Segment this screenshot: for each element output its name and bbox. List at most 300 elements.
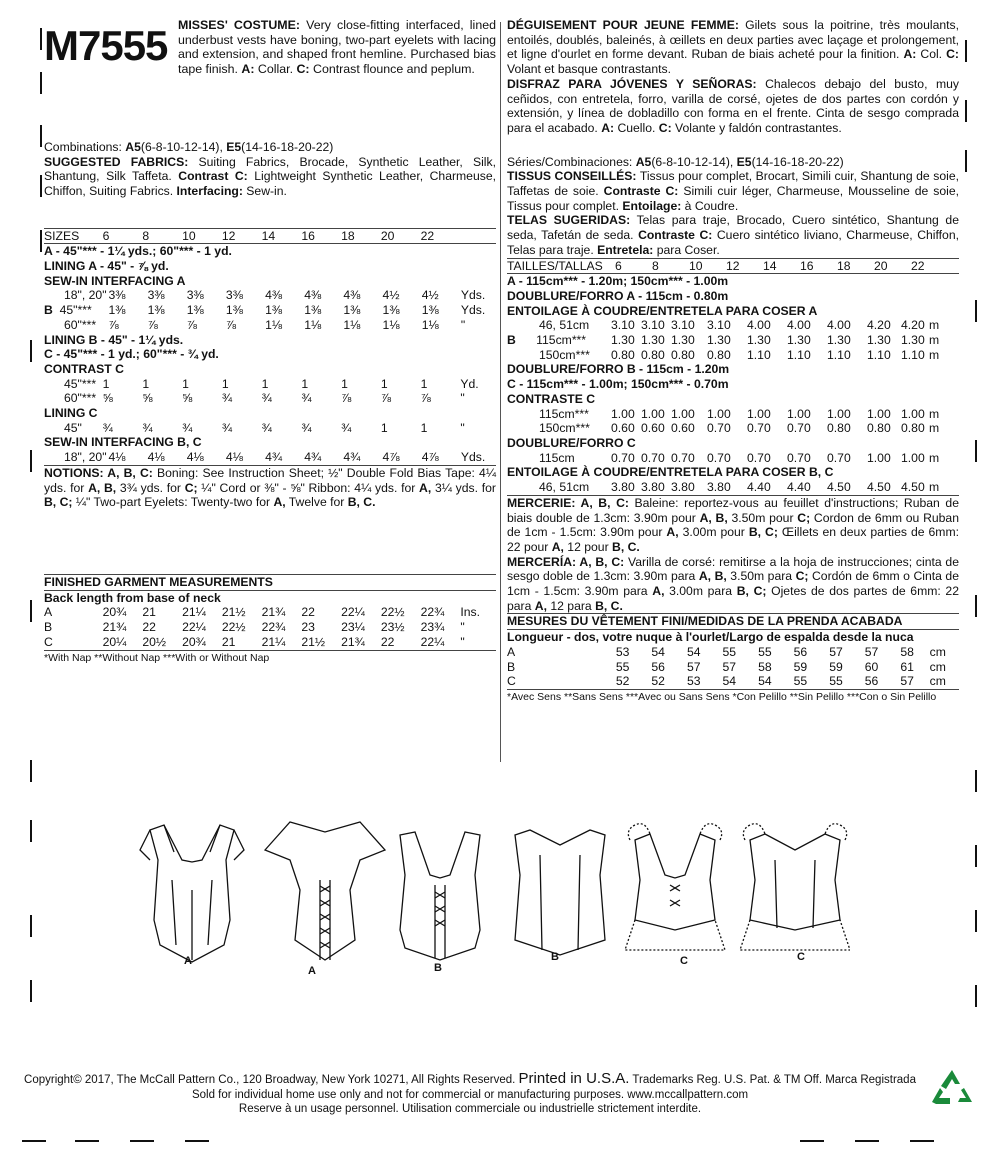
table-row (507, 348, 959, 363)
doublure-c-table (507, 451, 959, 466)
size: 18 (341, 228, 355, 243)
table-row (44, 377, 496, 392)
value-cell: 56 (651, 659, 665, 674)
value-cell: ¾ (182, 420, 193, 435)
cut-mark (965, 150, 967, 172)
notions-text: B, C; (44, 495, 73, 510)
value-cell: ⅞ (341, 391, 352, 406)
value-cell: 1 (341, 376, 348, 391)
value-cell: 3.80 (641, 480, 665, 495)
table-row (44, 318, 496, 333)
notions-text: Baleine: reportez-vous au feuillet d'instructions; Ruban de biais double de 1.3cm: 3.90m pour (507, 495, 959, 525)
table-row (507, 407, 959, 422)
notions-text: B, C. (595, 598, 623, 613)
value-cell: 4½ (382, 288, 400, 303)
value-cell: ¾ (142, 420, 153, 435)
width-cell: 60"*** (64, 317, 97, 332)
notions-text: B, C. (612, 539, 640, 554)
cut-mark (40, 28, 42, 50)
value-cell: 1⅛ (382, 317, 400, 332)
value-cell: ⅞ (380, 391, 391, 406)
view-a-back-drawing (265, 822, 385, 960)
cut-mark (40, 230, 42, 252)
value-cell: 1⅛ (304, 317, 322, 332)
combo-a: A5 (635, 154, 652, 169)
view-c-text: Contrast flounce and peplum. (309, 62, 475, 77)
value-cell: ¾ (261, 391, 272, 406)
notions-text: A, (652, 584, 665, 599)
value-cell: 53 (615, 644, 630, 659)
value-cell: ⅝ (102, 391, 113, 406)
value-cell: 22 (380, 634, 395, 649)
value-cell: 54 (686, 644, 701, 659)
value-cell: ⅝ (182, 391, 193, 406)
view-a-text: Collar. (254, 62, 297, 77)
value-cell: 21¾ (261, 605, 286, 620)
line-a: A - 115cm*** - 1.20m; 150cm*** - 1.00m (507, 274, 729, 289)
value-cell: 20½ (142, 634, 167, 649)
table-row (507, 660, 959, 675)
sizes-header-row (507, 259, 959, 274)
table-row (507, 451, 959, 466)
cut-mark (30, 980, 32, 1002)
view-c-label: C: (296, 62, 310, 77)
entoilage-bc-table (507, 480, 959, 495)
view-label-a: A (184, 955, 192, 967)
value-cell: 3.80 (611, 480, 635, 495)
value-cell: 4⅞ (421, 450, 439, 465)
title-label: DISFRAZ PARA JÓVENES Y SEÑORAS: (507, 76, 757, 91)
value-cell: 4.00 (827, 318, 851, 333)
value-cell: 1 (221, 376, 229, 391)
value-cell: 3⅜ (147, 288, 165, 303)
value-cell: 4⅜ (265, 288, 283, 303)
value-cell: 3.10 (611, 318, 635, 333)
value-cell: 1.10 (867, 347, 891, 362)
value-cell: 21¼ (261, 634, 286, 649)
table-row (44, 620, 496, 635)
size: 16 (800, 258, 814, 273)
size: 14 (763, 258, 777, 273)
cut-mark (40, 72, 42, 94)
view-a-front-drawing (140, 825, 244, 962)
value-cell: ⅞ (147, 317, 158, 332)
width-cell: 150cm*** (539, 421, 590, 436)
value-cell: ⅞ (225, 317, 237, 332)
value-cell: 1.30 (641, 333, 665, 348)
combo-e-sizes: (14-16-18-20-22) (751, 154, 844, 169)
value-cell: 52 (651, 674, 665, 689)
value-cell: 1⅜ (343, 303, 361, 318)
footer-line-3 (0, 1103, 970, 1115)
view-cell: A (44, 605, 53, 620)
value-cell: 1.30 (747, 333, 771, 348)
value-cell: 3.10 (641, 318, 665, 333)
notions-label: MERCERÍA: A, B, C: (507, 554, 625, 569)
combo-a-sizes: (6-8-10-12-14), (140, 139, 227, 154)
table-row (44, 391, 496, 406)
size: 8 (142, 228, 150, 243)
sold-notice: Sold for individual home use only and not for commercial or manufacturing purposes. www.mccallpattern.com (191, 1089, 749, 1101)
value-cell: 1⅜ (265, 303, 283, 318)
size: 12 (726, 258, 740, 273)
notions-text: A, (666, 525, 679, 540)
view-a-text: Cuello. (614, 120, 659, 135)
english-column (44, 18, 496, 665)
value-cell: 21½ (301, 634, 326, 649)
value-cell: 3.10 (671, 318, 695, 333)
value-cell: 4.00 (747, 318, 771, 333)
width-cell: 45"*** (64, 376, 97, 391)
view-b-marker: B (507, 333, 516, 348)
value-cell: 1⅜ (421, 303, 439, 318)
notions-text: A, (551, 539, 564, 554)
value-cell: 0.80 (611, 347, 635, 362)
copyright: Copyright© 2017, The McCall Pattern Co., 120 Broadway, New York 10271, All Rights Reserved. (24, 1074, 516, 1086)
value-cell: 23 (301, 620, 315, 635)
combo-e-sizes: (14-16-18-20-22) (241, 139, 334, 154)
unit-cell: Yds. (460, 450, 486, 465)
interfacing-text: Sew-in. (242, 183, 287, 198)
size: 16 (301, 228, 315, 243)
notions-text: A, B, (698, 569, 727, 584)
unit-cell: m (929, 333, 940, 348)
value-cell: 21¾ (341, 634, 365, 649)
view-label-c: C (680, 955, 688, 967)
fabrics-label: SUGGESTED FABRICS: (44, 154, 189, 169)
finished-header: FINISHED GARMENT MEASUREMENTS (44, 574, 273, 589)
value-cell: 1.30 (787, 333, 811, 348)
value-cell: 0.60 (611, 421, 635, 436)
combinations-label: Combinations: (44, 139, 126, 154)
yardage-table (44, 229, 496, 244)
value-cell: 1 (142, 376, 150, 391)
value-cell: 0.70 (747, 421, 771, 436)
view-c-label: C: (658, 120, 672, 135)
combo-a-sizes: (6-8-10-12-14), (651, 154, 737, 169)
value-cell: 1.30 (611, 333, 635, 348)
value-cell: 0.80 (827, 421, 851, 436)
view-c-back-drawing (740, 824, 850, 950)
lining-c-header: LINING C (44, 406, 98, 421)
value-cell: 1 (182, 376, 189, 391)
cut-mark (30, 760, 32, 782)
value-cell: 1.00 (747, 406, 771, 421)
value-cell: 4⅛ (108, 450, 126, 465)
interfacing-text: para Coser. (653, 242, 720, 257)
notions-text: B, C; (748, 525, 778, 540)
view-label-c: C (797, 951, 805, 963)
value-cell: 1⅛ (343, 317, 361, 332)
notions (44, 466, 496, 510)
value-cell: 3⅜ (225, 288, 243, 303)
contrast-label: Contrast C: (178, 169, 248, 184)
value-cell: 4.40 (787, 480, 811, 495)
back-length-label: Back length from base of neck (44, 590, 221, 605)
value-cell: 55 (758, 644, 772, 659)
line-lining-b: DOUBLURE/FORRO B - 115cm - 1.20m (507, 362, 730, 377)
notions-text: Œillets en deux parties de 6mm: 22 pour (507, 525, 959, 554)
value-cell: 1.00 (867, 450, 891, 465)
value-cell: 21 (221, 634, 236, 649)
notions-text: 12 para (546, 598, 596, 613)
fabrics-text: Tissus pour complet, Brocart, Simili cuir, Shantung de soie, Taffetas de soie. (507, 169, 959, 199)
cut-mark (855, 1140, 879, 1142)
view-b-front-drawing (400, 832, 480, 960)
value-cell: 4½ (421, 288, 439, 303)
cut-mark (975, 440, 977, 462)
value-cell: 21 (142, 605, 156, 620)
unit-cell: " (460, 391, 465, 406)
value-cell: 0.80 (901, 421, 925, 436)
value-cell: 22¼ (420, 634, 445, 649)
table-row (44, 303, 496, 318)
value-cell: 22½ (221, 620, 246, 635)
value-cell: 22 (301, 605, 315, 620)
merceria (507, 555, 959, 614)
notions-text: C; (184, 480, 198, 495)
cut-mark (800, 1140, 824, 1142)
view-label-b: B (434, 962, 442, 974)
notions-text: Twelve for (285, 495, 348, 510)
sew-in-a-table (44, 288, 496, 332)
table-row (507, 318, 959, 333)
value-cell: 22¾ (420, 605, 445, 620)
back-length-label: Longueur - dos, votre nuque à l'ourlet/Largo de espalda desde la nuca (507, 630, 914, 645)
view-c-front-drawing (625, 824, 725, 950)
tissus (507, 169, 959, 213)
unit-cell: m (929, 347, 940, 362)
sizes-header-row (44, 229, 496, 244)
value-cell: 22 (142, 620, 156, 635)
value-cell: 4.40 (747, 480, 771, 495)
combinations (44, 140, 496, 155)
notions-text: Boning: See Instruction Sheet; ½" Double Fold Bias Tape: 4¼ yds. for (44, 465, 496, 495)
value-cell: 0.60 (671, 421, 695, 436)
table-row (507, 333, 959, 348)
value-cell: 1 (420, 376, 428, 391)
unit-cell: " (460, 634, 465, 649)
notions-text: Varilla de corsé: remitirse a la hoja de instrucciones; cinta de sesgo doble de 1.3cm: 3.90m para (507, 554, 959, 584)
line-c: C - 45"*** - 1 yd.; 60"*** - ¾ yd. (44, 347, 219, 362)
value-cell: 21¾ (102, 620, 127, 635)
value-cell: ⅝ (142, 391, 153, 406)
contrast-label: Contraste C: (638, 228, 713, 243)
table-row (44, 421, 496, 436)
contraste-c-table (507, 407, 959, 436)
contrast-c-header: CONTRAST C (44, 361, 124, 376)
cut-mark (130, 1140, 154, 1142)
value-cell: 0.70 (671, 450, 695, 465)
notions-text: B, C; (736, 584, 767, 599)
notions-text: B, C. (347, 495, 376, 510)
view-b-marker: B (44, 303, 53, 318)
view-cell: B (507, 659, 516, 674)
view-a-text: Col. (916, 47, 947, 62)
view-cell: A (507, 644, 516, 659)
view-c-label: C: (946, 47, 959, 62)
view-a-label: A: (241, 62, 255, 77)
value-cell: 20¾ (102, 605, 127, 620)
value-cell: 0.70 (747, 450, 771, 465)
lining-c-table (44, 421, 496, 436)
value-cell: ¾ (341, 420, 352, 435)
trademarks: Trademarks Reg. U.S. Pat. & TM Off. Marca Registrada (632, 1074, 916, 1086)
pattern-code: M7555 (44, 22, 168, 69)
cut-mark (30, 450, 32, 472)
contrast-label: Contraste C: (603, 184, 679, 199)
notions-text: Cordón de 6mm o Cinta de 1cm - 1.5cm: 3.90m para (507, 569, 959, 599)
cut-mark (30, 915, 32, 937)
value-cell: 1.00 (827, 406, 851, 421)
value-cell: 1.00 (671, 406, 695, 421)
title-label: DÉGUISEMENT POUR JEUNE FEMME: (507, 18, 739, 32)
view-b-back-drawing (515, 830, 605, 955)
lining-c-header: DOUBLURE/FORRO C (507, 435, 636, 450)
unit-cell: Yds. (460, 303, 486, 318)
value-cell: 53 (686, 674, 701, 689)
description-text: Gilets sous la poitrine, très moulants, entoilés, doublés, baleinés, à œillets en deux parties avec laçage et prolongement, et ligne d'ourlet en forme devant. Ruban de biais acheté pour la finition. (507, 18, 959, 62)
value-cell: 3⅜ (108, 288, 126, 303)
value-cell: 57 (900, 674, 914, 689)
value-cell: 1.00 (641, 406, 665, 421)
description-es (507, 77, 959, 136)
value-cell: 3⅜ (186, 288, 204, 303)
sew-in-a-header: SEW-IN INTERFACING A (44, 273, 186, 288)
view-c-text: Volante y faldón contrastantes. (671, 120, 842, 135)
notions-text: Cordon de 6mm ou Ruban de 1cm - 1.5cm: 3.90m pour (507, 510, 959, 540)
value-cell: 60 (864, 659, 879, 674)
sew-in-bc-header: ENTOILAGE À COUDRE/ENTRETELA PARA COSER B, C (507, 465, 834, 480)
value-cell: 1 (380, 420, 388, 435)
notions-text: 3.00m pour (678, 525, 749, 540)
footer-line-2 (0, 1089, 970, 1101)
size: 6 (615, 258, 622, 273)
value-cell: 58 (758, 659, 772, 674)
table-row (44, 288, 496, 303)
line-c: C - 115cm*** - 1.00m; 150cm*** - 0.70m (507, 377, 729, 392)
notions-text: A, (273, 495, 286, 510)
value-cell: 4.20 (901, 318, 925, 333)
value-cell: ¾ (221, 420, 232, 435)
value-cell: 57 (686, 659, 701, 674)
value-cell: 61 (900, 659, 914, 674)
value-cell: 1.00 (707, 406, 731, 421)
suggested-fabrics (44, 155, 496, 199)
value-cell: 4⅛ (147, 450, 165, 465)
value-cell: 1.00 (787, 406, 811, 421)
combinations (507, 155, 959, 170)
width-cell: 115cm (539, 450, 575, 465)
value-cell: 52 (615, 674, 630, 689)
sew-in-bc-table (44, 450, 496, 465)
value-cell: 4.00 (787, 318, 811, 333)
view-a-label: A: (903, 47, 917, 62)
value-cell: 55 (793, 674, 808, 689)
column-divider (500, 22, 501, 762)
description-fr (507, 18, 959, 77)
size: 20 (380, 228, 395, 243)
footer-line-1 (0, 1070, 970, 1087)
cut-mark (975, 595, 977, 617)
printed-in: Printed in U.S.A. (518, 1070, 630, 1087)
value-cell: 0.70 (707, 450, 731, 465)
size: 14 (261, 228, 276, 243)
mercerie (507, 496, 959, 555)
cut-mark (975, 985, 977, 1007)
view-cell: B (44, 620, 53, 635)
nap-note: *Avec Sens **Sans Sens ***Avec ou Sans Sens *Con Pelillo **Sin Pelillo ***Con o Sin Pelillo (507, 690, 937, 703)
notions-text: 3¼ yds. for (431, 480, 496, 495)
value-cell: 54 (758, 674, 772, 689)
cut-mark (975, 300, 977, 322)
size: 22 (420, 228, 435, 243)
value-cell: 57 (864, 644, 879, 659)
value-cell: 3.10 (707, 318, 731, 333)
fabrics-text: Telas para traje, Brocado, Cuero sintético, Shantung de seda, Tafetán de seda. (507, 213, 959, 243)
notions-text: C; (797, 510, 811, 525)
cut-mark (975, 770, 977, 792)
description (178, 18, 496, 77)
value-cell: 1 (102, 376, 110, 391)
value-cell: 1⅜ (186, 303, 204, 318)
value-cell: 4.50 (827, 480, 851, 495)
value-cell: 1.00 (867, 406, 891, 421)
value-cell: 1.30 (867, 333, 891, 348)
value-cell: 0.70 (827, 450, 851, 465)
finished-table (507, 645, 959, 689)
value-cell: ¾ (261, 420, 272, 435)
contrast-c-table (44, 377, 496, 406)
size: 8 (652, 258, 659, 273)
value-cell: 1 (420, 420, 428, 435)
unit-cell: cm (929, 644, 946, 659)
cut-mark (185, 1140, 209, 1142)
unit-cell: m (929, 450, 940, 465)
notions-label: NOTIONS: A, B, C: (44, 465, 153, 480)
value-cell: ⅞ (420, 391, 431, 406)
value-cell: ⅞ (186, 317, 197, 332)
table-row (507, 421, 959, 436)
unit-cell: Yds. (460, 288, 486, 303)
value-cell: 1⅜ (382, 303, 400, 318)
value-cell: 4⅜ (304, 288, 322, 303)
value-cell: 1⅛ (421, 317, 439, 332)
table-row (507, 645, 959, 660)
cut-mark (965, 100, 967, 122)
value-cell: 4.50 (901, 480, 925, 495)
value-cell: 1.10 (901, 347, 925, 362)
contrast-text: Simili cuir léger, Charmeuse, Mousseline de soie, Tissus pour complet. (507, 184, 959, 213)
view-a-label: A: (601, 120, 615, 135)
value-cell: 23¼ (341, 620, 365, 635)
value-cell: 22¼ (341, 605, 365, 620)
line-a: A - 45"*** - 1¼ yds.; 60"*** - 1 yd. (44, 244, 232, 259)
value-cell: 1⅜ (225, 303, 243, 318)
value-cell: 0.60 (641, 421, 665, 436)
cut-mark (40, 125, 42, 147)
sizes-label: SIZES (44, 228, 80, 243)
unit-cell: m (929, 318, 940, 333)
cut-mark (30, 820, 32, 842)
value-cell: 1.00 (611, 406, 635, 421)
unit-cell: " (460, 317, 466, 332)
view-cell: C (44, 634, 53, 649)
value-cell: 1⅛ (265, 317, 283, 332)
line-lining-b: LINING B - 45" - 1¼ yds. (44, 332, 184, 347)
notions-label: MERCERIE: A, B, C: (507, 495, 629, 510)
value-cell: 1 (380, 376, 388, 391)
